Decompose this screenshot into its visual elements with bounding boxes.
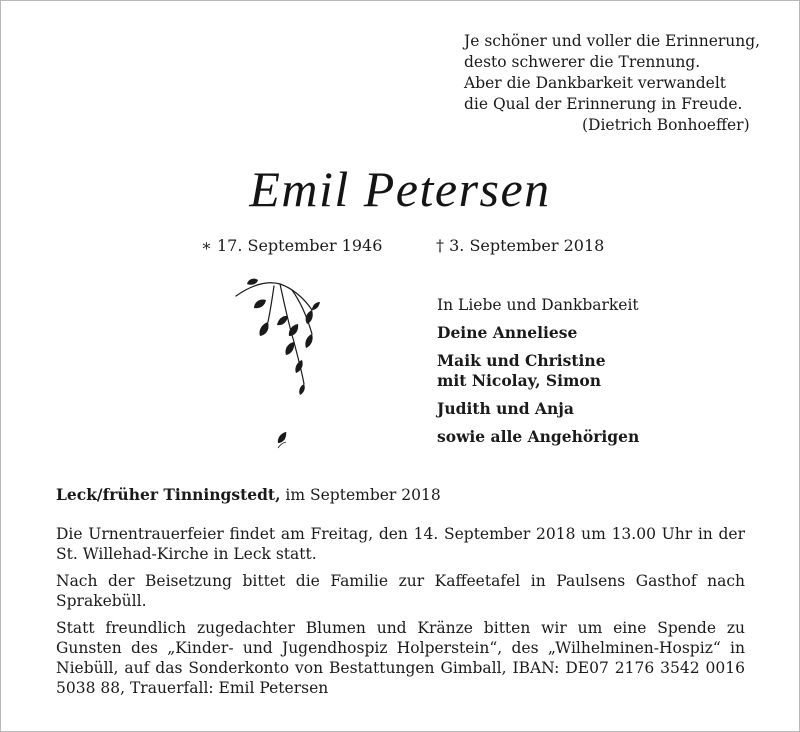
mourners-block bbox=[437, 296, 639, 455]
epigraph-quote bbox=[464, 31, 760, 136]
quote-line: die Qual der Erinnerung in Freude. bbox=[464, 95, 743, 113]
quote-line: Aber die Dankbarkeit verwandelt bbox=[464, 74, 727, 92]
mourner-entry: Maik und Christine mit Nicolay, Simon bbox=[437, 351, 606, 390]
place-date-line bbox=[56, 485, 441, 504]
donation-paragraph: Statt freundlich zugedachter Blumen und Kränze bitten wir um eine Spende zu Gunsten des „Kinder- und Jugendhospiz Holperstein“, des „Wilhelminen-Hospiz“ in Niebüll, auf das Sonderkonto von Bestattungen Gimball, IBAN: DE07 2176 3542 0016 5038 88, Trauerfall: Emil Petersen bbox=[56, 619, 745, 697]
funeral-paragraph: Die Urnentrauerfeier findet am Freitag, den 14. September 2018 um 13.00 Uhr in der St. Willehad-Kirche in Leck statt. bbox=[56, 525, 745, 563]
mourner-entry: Judith und Anja bbox=[437, 399, 574, 418]
quote-line: Je schöner und voller die Erinnerung, bbox=[464, 32, 761, 50]
mourners-intro: In Liebe und Dankbarkeit bbox=[437, 296, 639, 314]
birth-date: ∗ 17. September 1946 bbox=[201, 236, 383, 255]
quote-author: (Dietrich Bonhoeffer) bbox=[582, 116, 750, 134]
mourner-entry: Deine Anneliese bbox=[437, 323, 578, 342]
death-date: † 3. September 2018 bbox=[436, 236, 605, 255]
notice-body bbox=[56, 524, 745, 705]
place-name: Leck/früher Tinningstedt, bbox=[56, 485, 281, 504]
place-date: im September 2018 bbox=[280, 486, 441, 504]
deceased-name: Emil Petersen bbox=[249, 161, 551, 217]
reception-paragraph: Nach der Beisetzung bittet die Familie zur Kaffeetafel in Paulsens Gasthof nach Sprakebüll. bbox=[56, 572, 745, 610]
birch-branch-icon bbox=[232, 272, 332, 462]
quote-line: desto schwerer die Trennung. bbox=[464, 53, 701, 71]
mourner-entry: sowie alle Angehörigen bbox=[437, 427, 640, 446]
